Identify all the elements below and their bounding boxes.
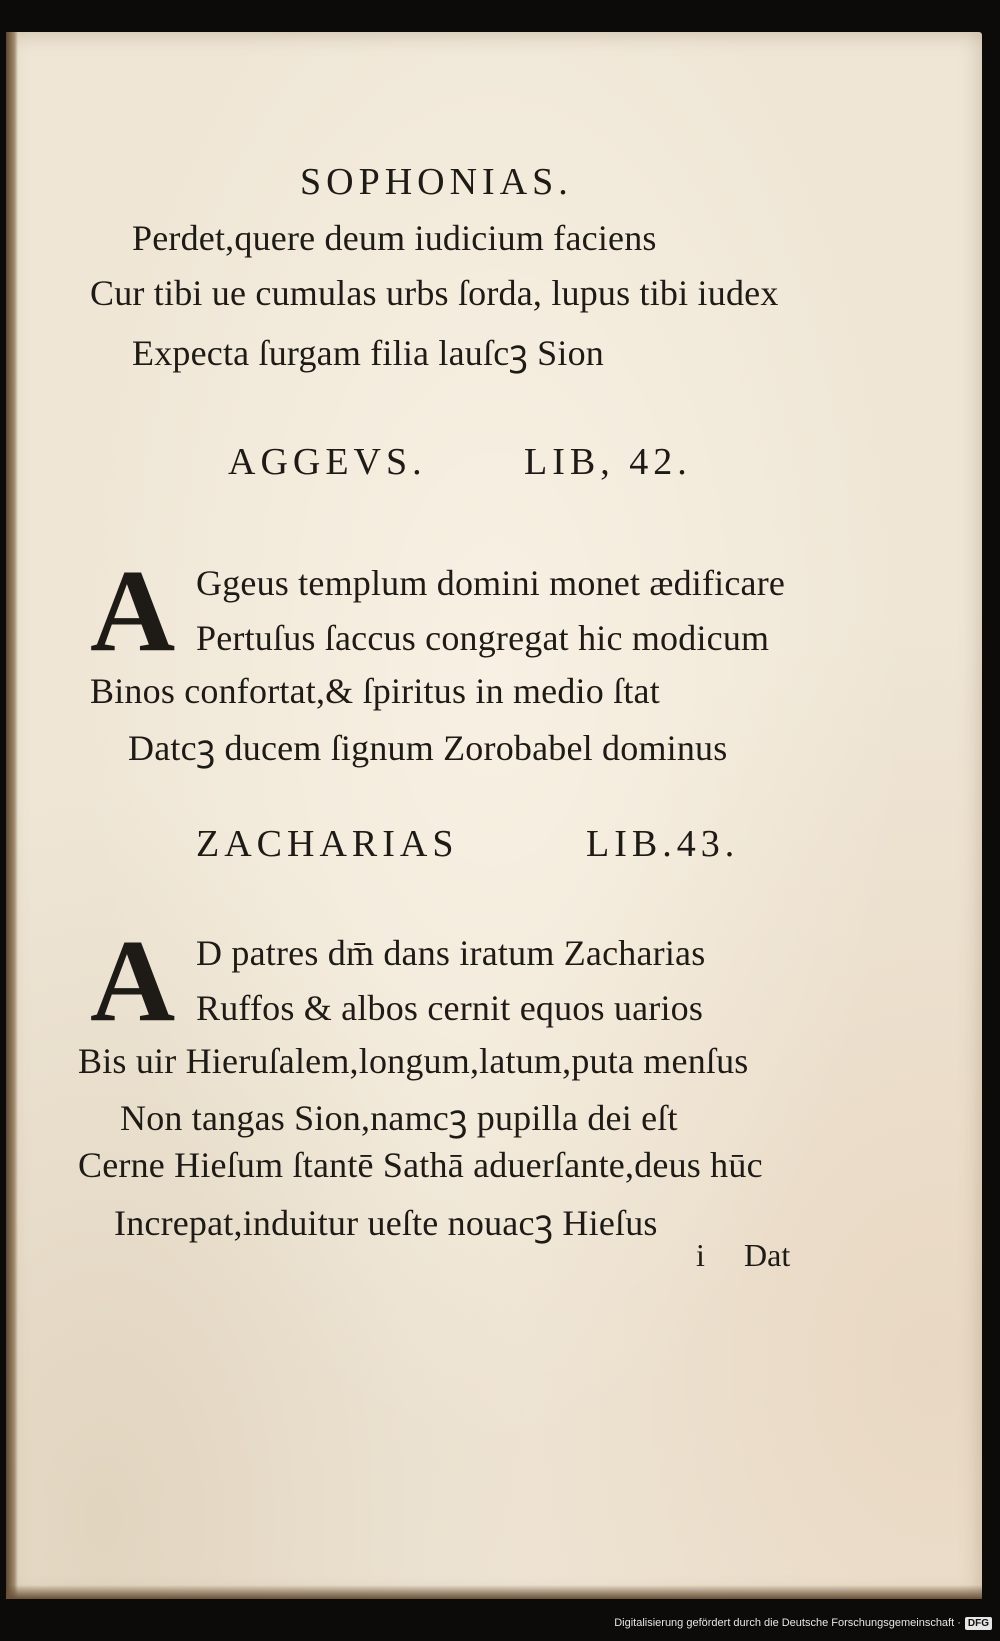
digitization-credit bbox=[614, 1609, 992, 1637]
verse-line: Increpat,induitur ueſte nouacꝫ Hieſus bbox=[114, 1203, 658, 1243]
verse-line: Pertuſus ſaccus congregat hic modicum bbox=[196, 618, 770, 658]
verse-line: Perdet,quere deum iudicium faciens bbox=[132, 218, 657, 258]
decorated-initial: A bbox=[90, 915, 176, 1046]
verse-line: Ruffos & albos cernit equos uarios bbox=[196, 988, 704, 1028]
book-number-zacharias: LIB.43. bbox=[586, 823, 740, 865]
section-heading-aggeus: AGGEVS. bbox=[228, 441, 427, 483]
book-page bbox=[6, 32, 982, 1599]
page-bottom-edge bbox=[6, 1585, 982, 1599]
verse-line: Non tangas Sion,namcꝫ pupilla dei eſt bbox=[120, 1098, 678, 1138]
verse-line: Cerne Hieſum ſtantē Sathā aduerſante,deus hūc bbox=[78, 1145, 763, 1185]
verse-line: Datcꝫ ducem ſignum Zorobabel dominus bbox=[128, 728, 728, 768]
dfg-logo: DFG bbox=[965, 1617, 992, 1630]
page-spine-shadow bbox=[6, 32, 18, 1599]
book-number-aggeus: LIB, 42. bbox=[524, 441, 692, 483]
section-heading-sophonias: SOPHONIAS. bbox=[300, 161, 573, 203]
verse-line: Cur tibi ue cumulas urbs ſorda, lupus tibi iudex bbox=[90, 273, 779, 313]
verse-line: D patres dm̄ dans iratum Zacharias bbox=[196, 933, 706, 973]
signature-mark: i bbox=[696, 1237, 705, 1273]
credit-text: Digitalisierung gefördert durch die Deutsche Forschungsgemeinschaft · bbox=[614, 1617, 961, 1629]
decorated-initial: A bbox=[90, 545, 176, 676]
verse-line: Binos confortat,& ſpiritus in medio ſtat bbox=[90, 671, 660, 711]
verse-line: Expecta ſurgam filia lauſcꝫ Sion bbox=[132, 333, 605, 373]
verse-line: Bis uir Hieruſalem,longum,latum,puta menſus bbox=[78, 1041, 749, 1081]
catchword: Dat bbox=[744, 1237, 791, 1273]
section-heading-zacharias: ZACHARIAS bbox=[196, 823, 459, 865]
verse-line: Ggeus templum domini monet ædificare bbox=[196, 563, 786, 603]
